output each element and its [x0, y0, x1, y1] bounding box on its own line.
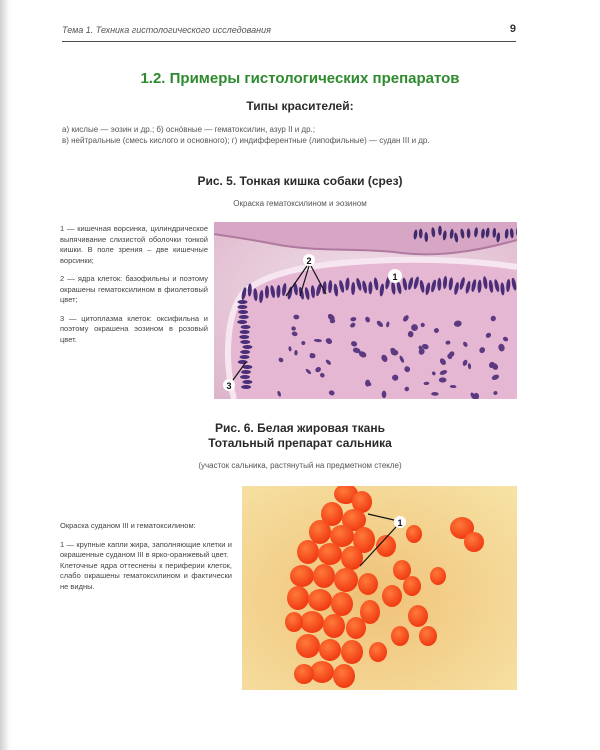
figure5-label-1: 1 — [392, 272, 398, 282]
fat-droplet — [341, 640, 363, 664]
nucleus — [238, 360, 248, 364]
fat-droplet — [297, 540, 319, 564]
fat-droplet — [419, 626, 437, 646]
nucleus — [237, 300, 247, 304]
figure6-caption: (участок сальника, растянутый на предметном стекле) — [198, 461, 402, 470]
page-number: 9 — [509, 23, 516, 35]
nucleus — [237, 320, 247, 324]
nucleus — [240, 350, 250, 354]
fat-droplet — [313, 564, 335, 588]
fat-droplet — [360, 600, 380, 624]
figure5-legend-item-1: 1 — кишечная ворсинка, цилиндрическое выпячивание слизистой оболочки тонкой кишки. В поле зрения – две кишечные ворсинки; — [60, 224, 208, 265]
figure5-legend — [60, 224, 208, 353]
nucleus — [240, 375, 250, 379]
nucleus — [241, 385, 251, 389]
fat-droplet — [308, 589, 332, 611]
figure5-title: Рис. 5. Тонкая кишка собаки (срез) — [197, 174, 403, 188]
fat-droplet — [285, 612, 303, 632]
fat-droplet — [391, 626, 409, 646]
figure6-title — [0, 421, 600, 451]
figure6-title-line-1: Рис. 6. Белая жировая ткань — [215, 421, 385, 435]
fat-droplet — [323, 614, 345, 638]
section-title: 1.2. Примеры гистологических препаратов — [140, 70, 460, 87]
fat-droplet — [318, 543, 342, 565]
fat-droplet — [287, 586, 309, 610]
stain-types-line-1: а) кислые — эозин и др.; б) оснóвные — гематоксилин, азур II и др.; — [62, 125, 315, 134]
nucleus — [242, 345, 252, 349]
nucleus — [419, 229, 423, 239]
fat-droplet — [382, 585, 402, 607]
fat-droplet — [319, 639, 341, 661]
stain-types-heading: Типы красителей: — [246, 99, 354, 113]
figure6-legend-note: Клеточные ядра оттеснены к периферии клеток, слабо окрашены гематоксилином и фактически не видны. — [60, 560, 232, 591]
fat-droplet — [408, 605, 428, 627]
nucleus — [239, 315, 249, 319]
fat-droplet — [294, 664, 314, 684]
nucleus — [240, 330, 250, 334]
stain-types-line-2: в) нейтральные (смесь кислого и основного); г) индифферентные (липофильные) — судан III и др. — [62, 136, 430, 145]
figure6-legend — [60, 521, 232, 592]
fat-droplet — [430, 567, 446, 585]
nucleus — [438, 226, 442, 236]
fat-droplet — [358, 573, 378, 595]
fat-droplet — [406, 525, 422, 543]
running-header — [62, 25, 516, 42]
stain-types-text — [62, 124, 522, 146]
figure6-stain-note: Окраска суданом III и гематоксилином: — [60, 521, 196, 530]
fat-droplet — [369, 642, 387, 662]
fat-droplet — [403, 576, 421, 596]
fat-droplet — [300, 611, 324, 633]
fat-droplet — [334, 568, 358, 592]
fat-droplet — [309, 520, 331, 544]
nucleus — [240, 340, 250, 344]
figure5-label-2: 2 — [306, 256, 312, 266]
nucleus — [242, 380, 252, 384]
figure6-micrograph — [242, 486, 517, 690]
figure5-micrograph — [214, 222, 517, 399]
figure5-label-3: 3 — [226, 381, 232, 391]
fat-droplet — [341, 546, 363, 570]
figure6-title-line-2: Тотальный препарат сальника — [208, 436, 392, 450]
figure5-caption: Окраска гематоксилином и эозином — [233, 199, 367, 208]
figure5-legend-item-3: 3 — цитоплазма клеток: оксифильна и поэтому окрашена эозином в розовый цвет. — [60, 313, 208, 344]
running-title: Тема 1. Техника гистологического исследования — [62, 25, 271, 35]
nucleus — [239, 335, 249, 339]
figure6-legend-item-1: 1 — крупные капли жира, заполняющие клетки и окрашенные суданом III в ярко-оранжевый цвет. — [60, 539, 232, 559]
fat-droplet — [464, 532, 484, 552]
fat-droplet — [333, 664, 355, 688]
nucleus — [240, 355, 250, 359]
figure6-label-1: 1 — [397, 518, 403, 528]
nucleus — [238, 310, 248, 314]
nucleus — [237, 305, 247, 309]
nucleus — [241, 325, 251, 329]
figure5-legend-item-2: 2 — ядра клеток: базофильны и поэтому окрашены гематоксилином в фиолетовый цвет; — [60, 274, 208, 304]
nucleus — [241, 370, 251, 374]
fat-droplet — [331, 592, 353, 616]
nucleus — [265, 286, 269, 299]
fat-droplet — [296, 634, 320, 658]
fat-droplet — [290, 565, 314, 587]
